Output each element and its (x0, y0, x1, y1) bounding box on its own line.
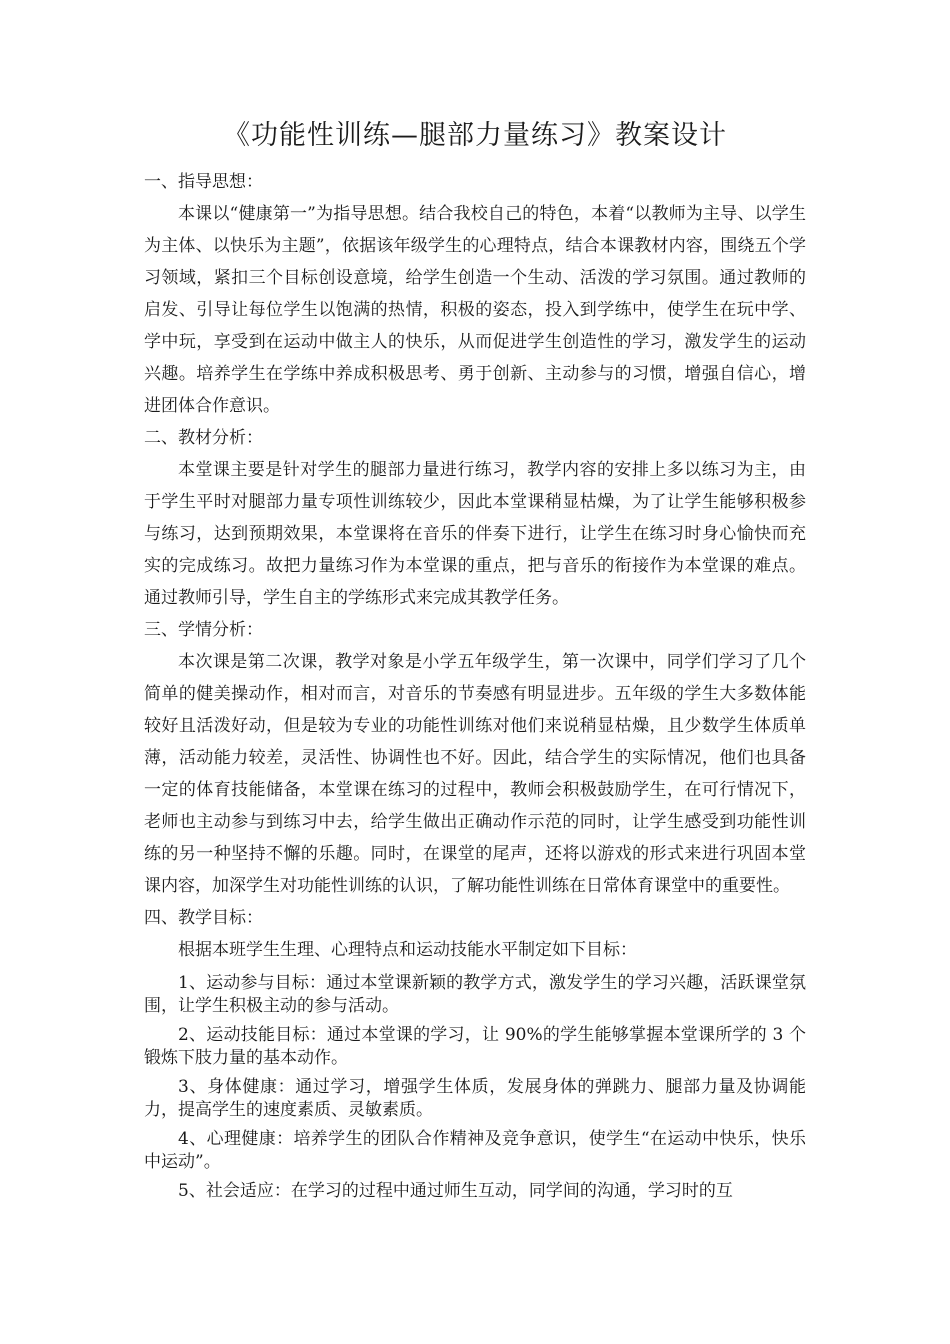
goal-item: 2、运动技能目标：通过本堂课的学习，让 90%的学生能够掌握本堂课所学的 3 个锻炼下肢力量的基本动作。 (144, 1025, 806, 1068)
paragraph-guiding-thought: 本课以“健康第一”为指导思想。结合我校自己的特色，本着“以教师为主导、以学生为主体、以快乐为主题”，依据该年级学生的心理特点，结合本课教材内容，围绕五个学习领域，紧扣三个目标创设意境，给学生创造一个生动、活泼的学习氛围。通过教师的启发、引导让每位学生以饱满的热情，积极的姿态，投入到学练中，使学生在玩中学、学中玩，享受到在运动中做主人的快乐，从而促进学生创造性的学习，激发学生的运动兴趣。培养学生在学练中养成积极思考、勇于创新、主动参与的习惯，增强自信心，增进团体合作意识。 (144, 204, 806, 416)
paragraph-goals-intro: 根据本班学生生理、心理特点和运动技能水平制定如下目标： (178, 940, 637, 960)
section-heading-teaching-goals: 四、教学目标： (144, 908, 263, 928)
goal-item: 1、运动参与目标：通过本堂课新颖的教学方式，激发学生的学习兴趣，活跃课堂氛围，让学生积极主动的参与活动。 (144, 973, 806, 1016)
document-body (144, 166, 806, 1203)
goal-item: 5、社会适应：在学习的过程中通过师生互动，同学间的沟通，学习时的互 (178, 1181, 733, 1201)
paragraph-material-analysis: 本堂课主要是针对学生的腿部力量进行练习，教学内容的安排上多以练习为主，由于学生平时对腿部力量专项性训练较少，因此本堂课稍显枯燥，为了让学生能够积极参与练习，达到预期效果，本堂课将在音乐的伴奏下进行，让学生在练习时身心愉快而充实的完成练习。故把力量练习作为本堂课的重点，把与音乐的衔接作为本堂课的难点。通过教师引导，学生自主的学练形式来完成其教学任务。 (144, 460, 806, 608)
goal-item: 3、身体健康：通过学习，增强学生体质，发展身体的弹跳力、腿部力量及协调能力，提高学生的速度素质、灵敏素质。 (144, 1077, 806, 1120)
section-heading-student-analysis: 三、学情分析： (144, 620, 263, 640)
document-title: 《功能性训练—腿部力量练习》教案设计 (223, 120, 727, 151)
section-heading-guiding-thought: 一、指导思想： (144, 172, 263, 192)
section-heading-material-analysis: 二、教材分析： (144, 428, 263, 448)
paragraph-student-analysis: 本次课是第二次课，教学对象是小学五年级学生，第一次课中，同学们学习了几个简单的健美操动作，相对而言，对音乐的节奏感有明显进步。五年级的学生大多数体能较好且活泼好动，但是较为专业的功能性训练对他们来说稍显枯燥，且少数学生体质单薄，活动能力较差，灵活性、协调性也不好。因此，结合学生的实际情况，他们也具备一定的体育技能储备，本堂课在练习的过程中，教师会积极鼓励学生，在可行情况下，老师也主动参与到练习中去，给学生做出正确动作示范的同时，让学生感受到功能性训练的另一种坚持不懈的乐趣。同时，在课堂的尾声，还将以游戏的形式来进行巩固本堂课内容，加深学生对功能性训练的认识，了解功能性训练在日常体育课堂中的重要性。 (144, 652, 806, 896)
goal-item: 4、心理健康：培养学生的团队合作精神及竞争意识，使学生“在运动中快乐，快乐中运动”。 (144, 1129, 806, 1172)
